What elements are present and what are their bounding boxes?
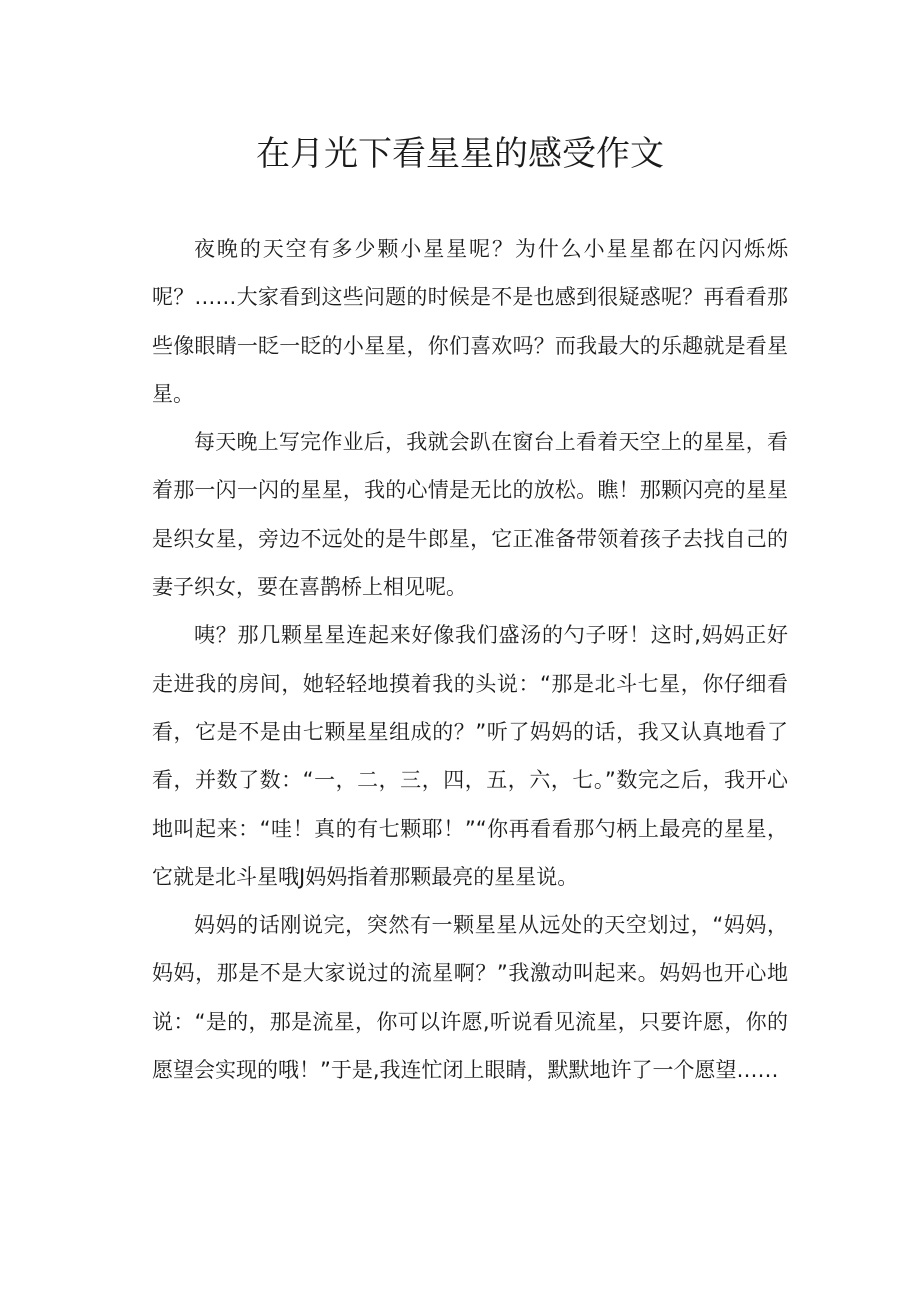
paragraph-3: 咦？那几颗星星连起来好像我们盛汤的勺子呀！这时,妈妈正好走进我的房间，她轻轻地摸着我的头说：“那是北斗七星，你仔细看看，它是不是由七颗星星组成的？”听了妈妈的话，我又认真地看了看，并数了数：“一，二，三，四，五，六，七。”数完之后，我开心地叫起来：“哇！真的有七颗耶！”“你再看看那勺柄上最亮的星星，它就是北斗星哦J妈妈指着那颗最亮的星星说。 (152, 623, 788, 889)
paragraph-2: 每天晚上写完作业后，我就会趴在窗台上看着天空上的星星，看着那一闪一闪的星星，我的心情是无比的放松。瞧！那颗闪亮的星星是织女星，旁边不远处的是牛郎星，它正准备带领着孩子去找自己的妻子织女，要在喜鹊桥上相见呢。 (152, 430, 788, 600)
paragraph-4: 妈妈的话刚说完，突然有一颗星星从远处的天空划过，“妈妈，妈妈，那是不是大家说过的流星啊？”我激动叫起来。妈妈也开心地说：“是的，那是流星，你可以许愿,听说看见流星，只要许愿，你的愿望会实现的哦！”于是,我连忙闭上眼睛，默默地许了一个愿望…… (152, 913, 788, 1083)
document-body (152, 225, 788, 1094)
document-title: 在月光下看星星的感受作文 (256, 134, 664, 174)
paragraph-1: 夜晚的天空有多少颗小星星呢？为什么小星星都在闪闪烁烁呢？……大家看到这些问题的时候是不是也感到很疑惑呢？再看看那些像眼睛一眨一眨的小星星，你们喜欢吗？而我最大的乐趣就是看星星。 (152, 237, 788, 406)
